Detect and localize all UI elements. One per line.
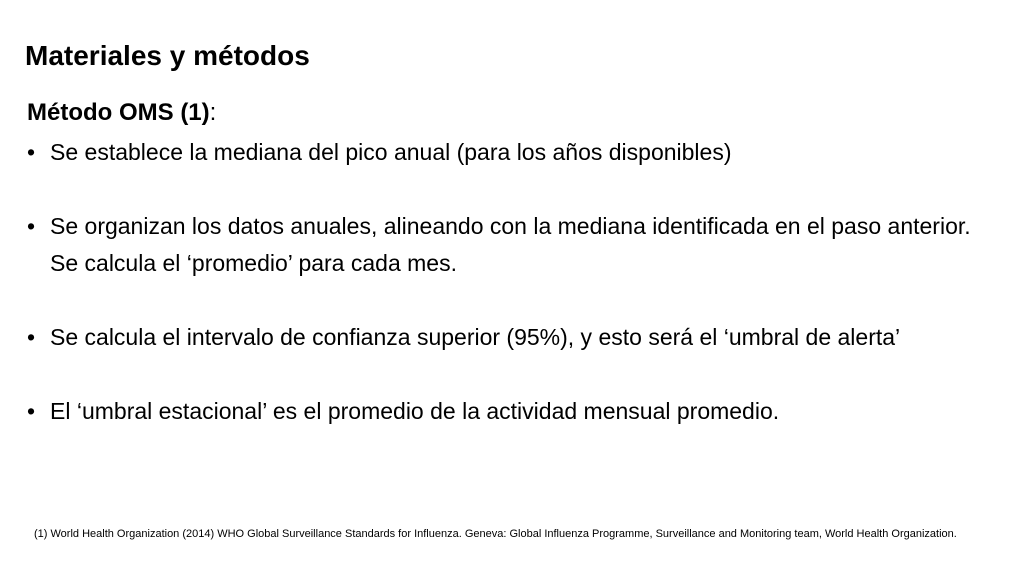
bullet-dot-icon: • — [27, 398, 36, 424]
bullet-dot-icon: • — [27, 213, 36, 239]
bullet-dot-icon: • — [27, 324, 36, 350]
slide-title: Materiales y métodos — [25, 40, 310, 71]
bullet-list — [27, 134, 987, 467]
bullet-text: Se calcula el intervalo de confianza superior (95%), y esto será el ‘umbral de alerta’ — [50, 324, 901, 350]
bullet-item-1 — [27, 134, 987, 171]
bullet-dot-icon: • — [27, 139, 36, 165]
method-heading-label: Método OMS (1) — [27, 99, 210, 126]
bullet-text: Se establece la mediana del pico anual (para los años disponibles) — [50, 139, 732, 165]
bullet-item-3 — [27, 319, 987, 356]
method-heading — [27, 99, 216, 127]
method-heading-colon: : — [209, 99, 217, 126]
bullet-text: Se organizan los datos anuales, alineando con la mediana identificada en el paso anterior. Se calcula el ‘promedio’ para cada mes. — [50, 213, 971, 276]
bullet-item-2 — [27, 208, 987, 282]
bullet-text: El ‘umbral estacional’ es el promedio de la actividad mensual promedio. — [50, 398, 780, 424]
reference-footnote: (1) World Health Organization (2014) WHO Global Surveillance Standards for Influenza. Geneva: Global Influenza Programme, Surveillance and Monitoring team, World Health Organization. — [34, 528, 957, 540]
bullet-item-4 — [27, 393, 987, 430]
